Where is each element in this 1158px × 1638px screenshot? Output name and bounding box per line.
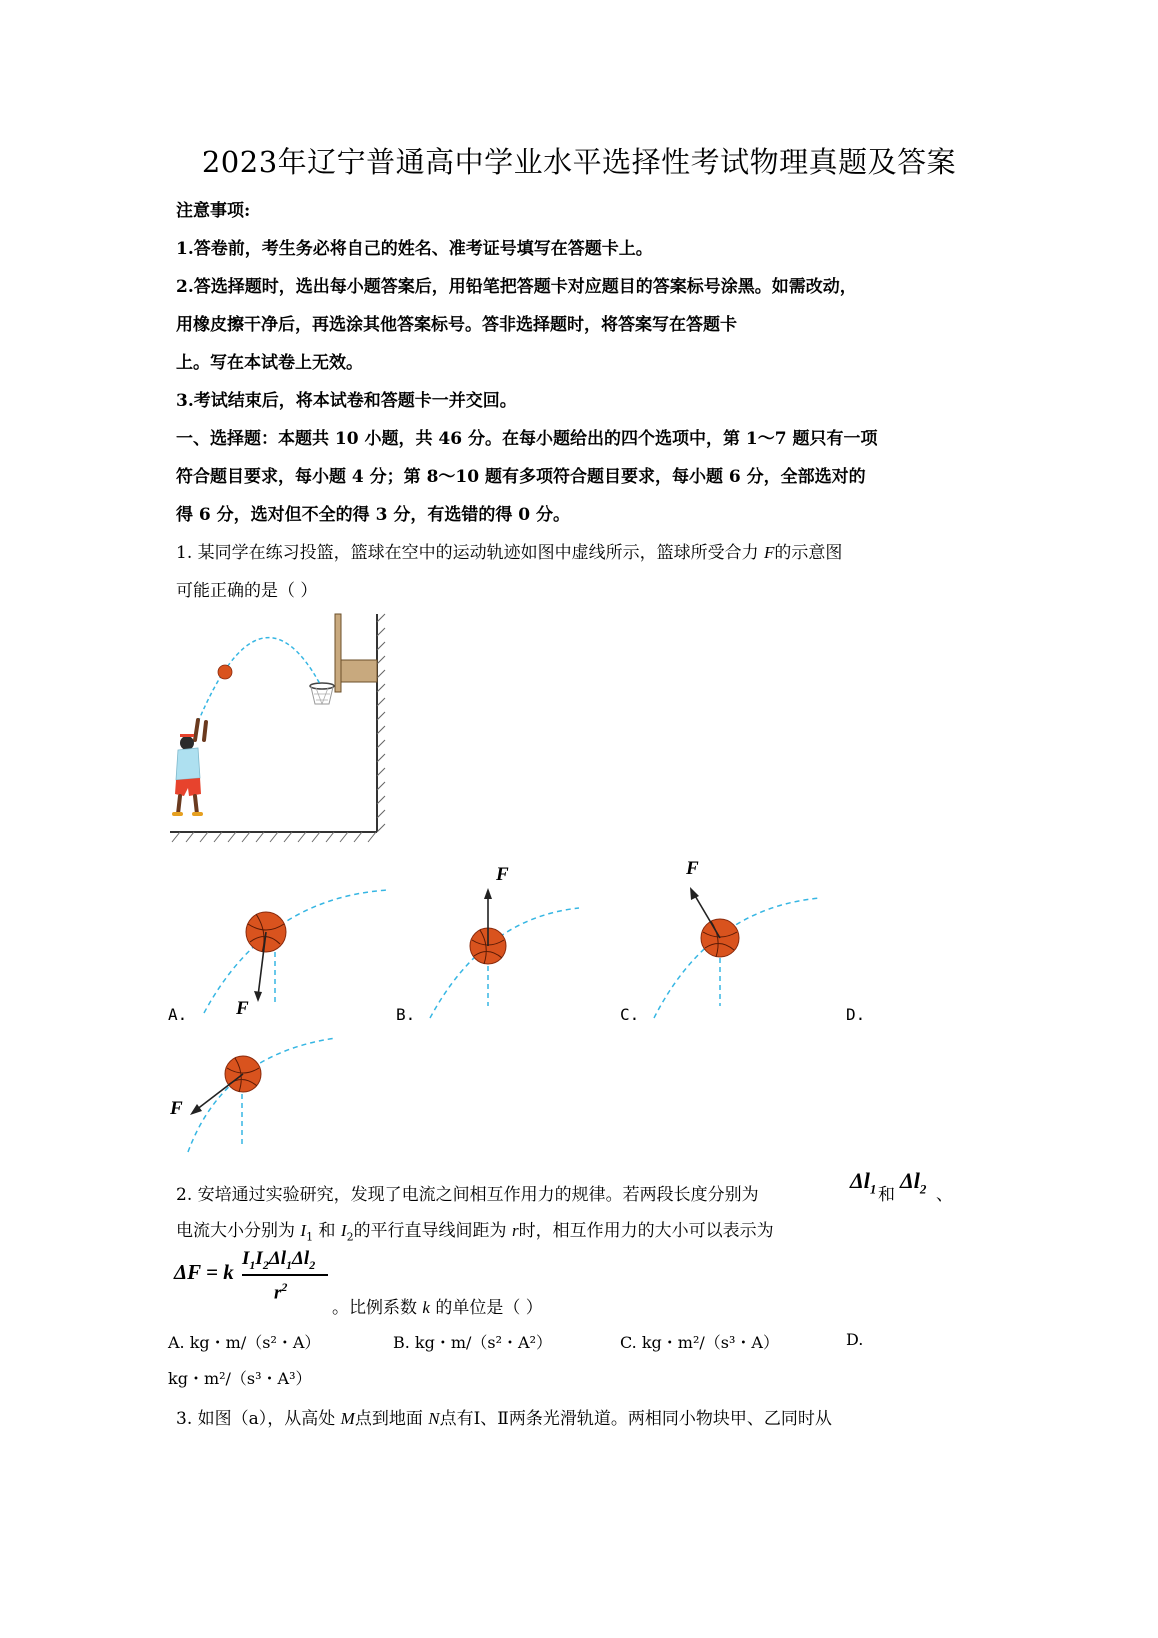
q2-formula-denominator: $r^2$ (274, 1280, 288, 1304)
option-c-figure (650, 878, 850, 1028)
q2-option-c[interactable]: C. kg・m²/（s³・A） (620, 1333, 779, 1352)
q3-var-M: M (340, 1409, 355, 1428)
section-heading-1c: 得 6 分，选对但不全的得 3 分，有选错的得 0 分。 (176, 505, 570, 525)
option-a-figure (196, 878, 396, 1028)
option-d-figure (184, 1034, 354, 1154)
notice-item-2a: 2.答选择题时，选出每小题答案后，用铅笔把答题卡对应题目的答案标号涂黑。如需改动， (176, 277, 857, 297)
q2-var-k: k (422, 1298, 430, 1317)
q2-line2-pre: 电流大小分别为 (176, 1221, 301, 1241)
player-figure (174, 720, 206, 814)
q2-text-and: 和 (878, 1185, 895, 1205)
q2-var-I1-sub: 1 (306, 1230, 314, 1244)
q2-delta-l2: $\Delta l_2$ (900, 1168, 927, 1197)
question-3-line-1 (176, 1404, 832, 1429)
q1-option-c-label[interactable]: C. (620, 1005, 640, 1024)
basketball-scene-figure (170, 610, 390, 850)
q3-text-post: 点有Ⅰ、Ⅱ两条光滑轨道。两相同小物块甲、乙同时从 (439, 1409, 832, 1429)
q2-var-I2-sub: 2 (346, 1230, 354, 1244)
page-title: 2023年辽宁普通高中学业水平选择性考试物理真题及答案 (201, 145, 957, 179)
notice-item-1: 1.答卷前，考生务必将自己的姓名、准考证号填写在答题卡上。 (176, 239, 653, 259)
q2-formula-tail (332, 1293, 543, 1318)
question-2-line-1 (176, 1180, 759, 1205)
q2-formula-bar (242, 1274, 328, 1276)
option-b-force-label: F (496, 864, 509, 885)
q1-option-b-label[interactable]: B. (396, 1005, 416, 1024)
question-2-line-2 (176, 1216, 774, 1243)
q3-text-mid: 点到地面 (354, 1409, 429, 1429)
q2-var-I1: I (300, 1221, 307, 1240)
notice-item-3: 3.考试结束后，将本试卷和答题卡一并交回。 (176, 391, 517, 411)
option-b-figure (424, 878, 624, 1028)
question-1-line-1 (176, 538, 842, 563)
notice-heading: 注意事项: (176, 201, 251, 221)
q2-delta-l1: $\Delta l_1$ (850, 1168, 877, 1197)
q1-text-post: 的示意图 (774, 543, 843, 563)
q2-formula-lhs: ΔF = k (174, 1260, 234, 1284)
q2-option-b[interactable]: B. kg・m/（s²・A²） (393, 1333, 553, 1352)
q2-tail-pre: 。比例系数 (332, 1298, 423, 1318)
notice-item-2c: 上。写在本试卷上无效。 (176, 353, 363, 373)
q1-var-F: F (764, 543, 775, 562)
option-c-force-label: F (686, 858, 699, 879)
q2-line2-post: 时，相互作用力的大小可以表示为 (518, 1221, 774, 1241)
q2-option-d-value[interactable]: kg・m²/（s³・A³） (168, 1369, 312, 1388)
q2-tail-post: 的单位是（ ） (429, 1298, 543, 1318)
q2-line2-mid1: 和 (313, 1221, 341, 1241)
q3-text-pre: 3. 如图（a），从高处 (176, 1409, 341, 1429)
q2-var-r: r (511, 1221, 519, 1240)
q1-option-d-label[interactable]: D. (846, 1005, 866, 1024)
q3-var-N: N (428, 1409, 440, 1428)
q1-option-a-label[interactable]: A. (168, 1005, 188, 1024)
q2-option-a[interactable]: A. kg・m/（s²・A） (168, 1333, 321, 1352)
q2-formula-numerator: $I_1I_2\Delta l_1\Delta l_2$ (242, 1248, 316, 1272)
q1-text-pre: 1. 某同学在练习投篮，篮球在空中的运动轨迹如图中虚线所示，篮球所受合力 (176, 543, 765, 563)
option-a-force-label: F (236, 998, 249, 1019)
option-d-force-label: F (170, 1098, 183, 1119)
q2-text-post: 、 (936, 1185, 953, 1205)
notice-item-2b: 用橡皮擦干净后，再选涂其他答案标号。答非选择题时，将答案写在答题卡 (176, 315, 737, 335)
question-1-line-2: 可能正确的是（ ） (176, 581, 318, 601)
q2-text-pre: 2. 安培通过实验研究，发现了电流之间相互作用力的规律。若两段长度分别为 (176, 1185, 759, 1205)
q2-option-d[interactable]: D. (846, 1330, 864, 1349)
q2-line2-mid2: 的平行直导线间距为 (353, 1221, 512, 1241)
section-heading-1a: 一、选择题：本题共 10 小题，共 46 分。在每小题给出的四个选项中，第 1～7 题只有一项 (176, 429, 878, 449)
section-heading-1b: 符合题目要求，每小题 4 分；第 8～10 题有多项符合题目要求，每小题 6 分，全部选对的 (176, 467, 866, 487)
q2-var-I2: I (340, 1221, 347, 1240)
